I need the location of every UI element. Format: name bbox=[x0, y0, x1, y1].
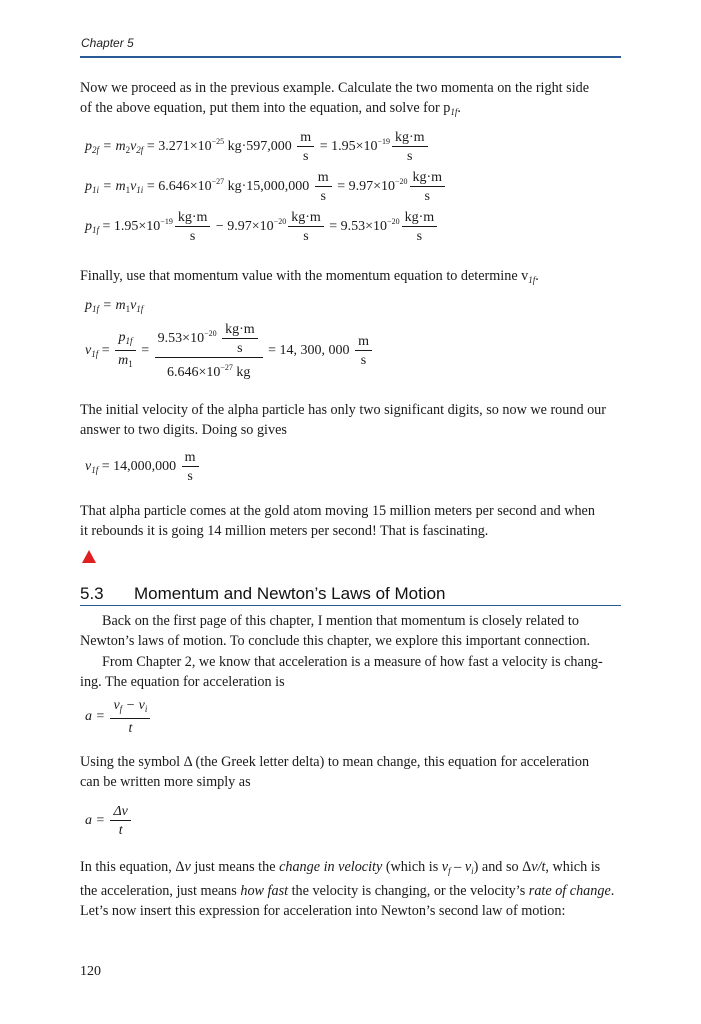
intro-line-2: of the above equation, put them into the equation, and solve for $p_{1f}$. bbox=[80, 100, 461, 117]
paragraph-delta bbox=[80, 752, 621, 792]
para8-line-3: Let’s now insert this expression for acceleration into Newton’s second law of motion: bbox=[80, 903, 566, 919]
equation-momentum: $p_{1f} = m_1v_{1f}$ bbox=[85, 298, 144, 314]
section-title: Momentum and Newton’s Laws of Motion bbox=[134, 584, 446, 603]
intro-line-1: Now we proceed as in the previous example. Calculate the two momenta on the right side bbox=[80, 80, 590, 96]
para4-line-1: That alpha particle comes at the gold atom moving 15 million meters per second and when bbox=[80, 503, 595, 519]
para6-line-2: ing. The equation for acceleration is bbox=[80, 674, 285, 690]
paragraph-finally: Finally, use that momentum value with the momentum equation to determine $v_{1f}$. bbox=[80, 268, 539, 285]
para4-line-2: it rebounds it is going 14 million meters per second! That is fascinating. bbox=[80, 523, 489, 539]
para8-line-1: In this equation, Δv just means the change in velocity (which is $v_f - v_i$) and so Δv/t, which is bbox=[80, 859, 601, 876]
running-header: Chapter 5 bbox=[81, 36, 134, 50]
para8-line-2: the acceleration, just means how fast the velocity is changing, or the velocity’s rate of change. bbox=[80, 883, 615, 899]
equation-v1f-rounded: $v_{1f} = 14,000,000$ $\frac{m}{s}$ bbox=[85, 450, 201, 484]
para5-line-2: Newton’s laws of motion. To conclude this chapter, we explore this important connection. bbox=[80, 633, 590, 649]
section-heading bbox=[80, 584, 446, 604]
end-of-example-triangle-icon bbox=[82, 550, 96, 563]
section-rule bbox=[80, 605, 621, 606]
equation-v1f-solve: $v_{1f}$ = $\frac{p_{1f}}{m_1}$ = $9.53\times 10^{-20}$ $\frac{kg\cdot m}{s}$ $6.646\times 10^{-27}$ kg = 14, 300, 000 $\frac{m}{s}$ bbox=[85, 322, 374, 380]
equation-acceleration: a = $\frac{v_f - v_i}{t}$ bbox=[85, 698, 152, 736]
para3-line-2: answer to two digits. Doing so gives bbox=[80, 422, 287, 438]
intro-paragraph bbox=[80, 78, 621, 122]
header-rule bbox=[80, 56, 621, 58]
para7-line-1: Using the symbol Δ (the Greek letter delta) to mean change, this equation for acceleration bbox=[80, 754, 590, 770]
paragraph-fascinating bbox=[80, 501, 621, 541]
para3-line-1: The initial velocity of the alpha particle has only two significant digits, so now we round our bbox=[80, 402, 607, 418]
paragraph-from-chapter-2 bbox=[80, 652, 621, 692]
para7-line-2: can be written more simply as bbox=[80, 774, 251, 790]
paragraph-significant-digits bbox=[80, 400, 621, 440]
equation-p1i: $p_{1i} = m_1v_{1i} = 6.646\times 10^{-27}$ kg·15,000,000 $\frac{m}{s}$ = $9.97\times 10^{-20}$ $\frac{kg\cdot m}{s}$ bbox=[85, 170, 447, 204]
paragraph-in-this-equation bbox=[80, 857, 621, 921]
equation-p2f: $p_{2f} = m_2v_{2f} = 3.271\times 10^{-25}$ kg·597,000 $\frac{m}{s}$ = $1.95\times 10^{-19}$ $\frac{kg\cdot m}{s}$ bbox=[85, 130, 430, 164]
para5-line-1: Back on the first page of this chapter, I mention that momentum is closely related to bbox=[102, 613, 579, 629]
page-number: 120 bbox=[80, 964, 101, 979]
paragraph-back-on-first-page bbox=[80, 611, 621, 651]
equation-p1f: $p_{1f} = 1.95\times 10^{-19}$ $\frac{kg\cdot m}{s}$ − $9.97\times 10^{-20}$ $\frac{kg\cdot m}{s}$ = $9.53\times 10^{-20}$ $\frac{kg\cdot m}{s}$ bbox=[85, 210, 439, 244]
equation-delta-v-over-t: a = $\frac{\Delta v}{t}$ bbox=[85, 804, 133, 838]
section-number: 5.3 bbox=[80, 584, 104, 603]
para6-line-1: From Chapter 2, we know that acceleration is a measure of how fast a velocity is chang- bbox=[102, 654, 603, 670]
